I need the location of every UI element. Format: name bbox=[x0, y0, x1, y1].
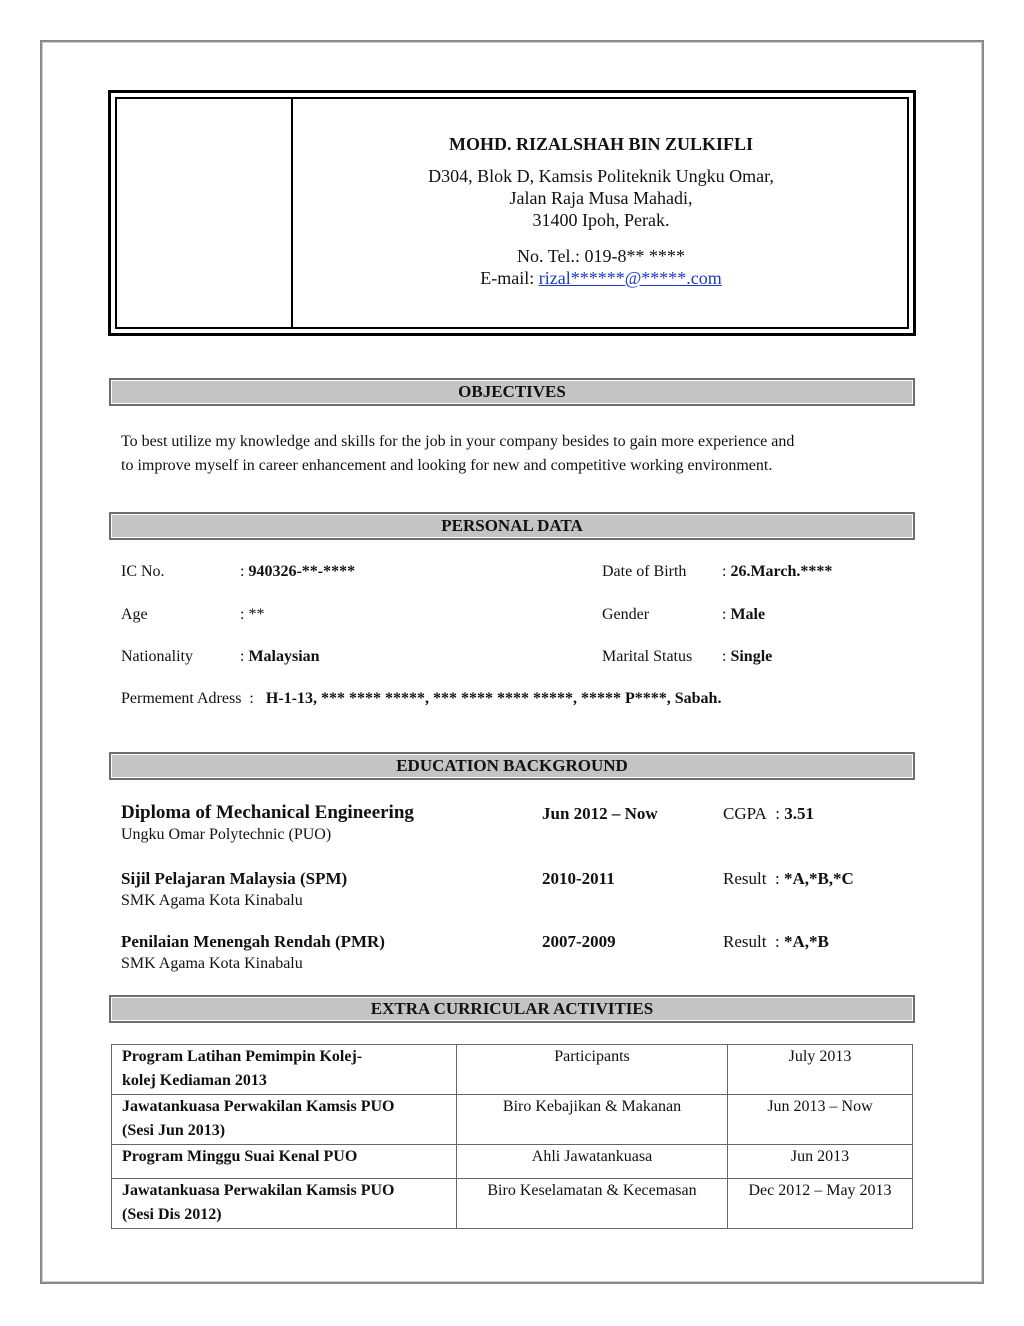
date-cell: Dec 2012 – May 2013 bbox=[728, 1179, 913, 1229]
ic-value: 940326-**-**** bbox=[248, 563, 356, 580]
email-row bbox=[295, 267, 907, 289]
photo-cell bbox=[117, 99, 293, 327]
extra-curricular-table bbox=[111, 1044, 913, 1229]
dob-value: 26.March.**** bbox=[730, 563, 833, 580]
personal-data-heading: PERSONAL DATA bbox=[109, 512, 915, 540]
education-period: Jun 2012 – Now bbox=[542, 804, 658, 823]
activity-line-1: Jawatankuasa Perwakilan Kamsis PUO bbox=[122, 1098, 395, 1115]
activity-cell bbox=[112, 1145, 457, 1179]
email-label: E-mail: bbox=[480, 268, 539, 288]
ic-label: IC No. bbox=[121, 563, 165, 580]
role-cell: Biro Kebajikan & Makanan bbox=[457, 1095, 728, 1145]
age-label: Age bbox=[121, 606, 148, 623]
header-inner-border bbox=[115, 97, 909, 329]
objectives-text bbox=[121, 430, 921, 478]
activity-cell bbox=[112, 1095, 457, 1145]
marital-value: Single bbox=[730, 648, 773, 665]
activity-line-1: Jawatankuasa Perwakilan Kamsis PUO bbox=[122, 1182, 395, 1199]
school: SMK Agama Kota Kinabalu bbox=[121, 892, 303, 909]
gender-label: Gender bbox=[602, 606, 650, 623]
nationality-label: Nationality bbox=[121, 648, 193, 665]
activity-line-1: Program Minggu Suai Kenal PUO bbox=[122, 1148, 358, 1165]
table-row bbox=[112, 1179, 913, 1229]
date-cell: Jun 2013 bbox=[728, 1145, 913, 1179]
marital-label: Marital Status bbox=[602, 648, 693, 665]
role-cell: Biro Keselamatan & Kecemasan bbox=[457, 1179, 728, 1229]
dob-label: Date of Birth bbox=[602, 563, 687, 580]
education-result-row: Result : *A,*B,*C bbox=[723, 869, 854, 888]
dob-value-row: : 26.March.**** bbox=[722, 563, 833, 580]
address-line-1: D304, Blok D, Kamsis Politeknik Ungku Omar, bbox=[428, 166, 774, 186]
applicant-name: MOHD. RIZALSHAH BIN ZULKIFLI bbox=[448, 134, 754, 154]
qualification: Penilaian Menengah Rendah (PMR) bbox=[121, 932, 385, 951]
activity-line-1: Program Latihan Pemimpin Kolej- bbox=[122, 1048, 363, 1065]
date-cell: July 2013 bbox=[728, 1045, 913, 1095]
education-item bbox=[121, 868, 347, 912]
education-item bbox=[121, 931, 385, 975]
permanent-address-row: Permement Adress : H-1-13, *** **** *****, *** **** **** *****, ***** P****, Sabah. bbox=[121, 690, 722, 707]
age-value-row: : ** bbox=[240, 606, 265, 623]
email-link[interactable]: rizal******@*****.com bbox=[538, 268, 722, 288]
result-label: CGPA bbox=[723, 804, 767, 823]
result-label: Result bbox=[723, 869, 767, 888]
education-heading: EDUCATION BACKGROUND bbox=[109, 752, 915, 780]
school: SMK Agama Kota Kinabalu bbox=[121, 955, 303, 972]
result-label: Result bbox=[723, 932, 767, 951]
phone-number: No. Tel.: 019-8** **** bbox=[517, 246, 685, 266]
school: Ungku Omar Polytechnic (PUO) bbox=[121, 826, 332, 843]
objectives-line-2: to improve myself in career enhancement and looking for new and competitive working environment. bbox=[121, 457, 773, 474]
result-value: *A,*B,*C bbox=[783, 869, 854, 888]
activity-line-2: (Sesi Jun 2013) bbox=[122, 1122, 226, 1139]
activity-cell bbox=[112, 1045, 457, 1095]
activity-line-2: kolej Kediaman 2013 bbox=[122, 1072, 267, 1089]
objectives-heading: OBJECTIVES bbox=[109, 378, 915, 406]
date-cell: Jun 2013 – Now bbox=[728, 1095, 913, 1145]
ic-value-row: : 940326-**-**** bbox=[240, 563, 356, 580]
permanent-address-value: H-1-13, *** **** *****, *** **** **** *****, ***** P****, Sabah. bbox=[265, 690, 722, 707]
header-box bbox=[108, 90, 916, 336]
address-block bbox=[295, 165, 907, 231]
extra-curricular-heading: EXTRA CURRICULAR ACTIVITIES bbox=[109, 995, 915, 1023]
education-result-row: CGPA : 3.51 bbox=[723, 804, 815, 823]
gender-value-row: : Male bbox=[722, 606, 766, 623]
address-line-2: Jalan Raja Musa Mahadi, bbox=[509, 188, 693, 208]
result-value: *A,*B bbox=[783, 932, 829, 951]
marital-value-row: : Single bbox=[722, 648, 773, 665]
education-period: 2007-2009 bbox=[542, 932, 616, 951]
qualification: Sijil Pelajaran Malaysia (SPM) bbox=[121, 869, 348, 888]
objectives-line-1: To best utilize my knowledge and skills for the job in your company besides to gain more experience and bbox=[121, 433, 795, 450]
table-row bbox=[112, 1145, 913, 1179]
role-cell: Participants bbox=[457, 1045, 728, 1095]
education-item bbox=[121, 802, 414, 846]
nationality-value: Malaysian bbox=[248, 648, 320, 665]
table-row bbox=[112, 1095, 913, 1145]
address-line-3: 31400 Ipoh, Perak. bbox=[532, 210, 670, 230]
gender-value: Male bbox=[730, 606, 766, 623]
education-result-row: Result : *A,*B bbox=[723, 932, 829, 951]
qualification: Diploma of Mechanical Engineering bbox=[121, 802, 414, 823]
nationality-value-row: : Malaysian bbox=[240, 648, 320, 665]
role-cell: Ahli Jawatankuasa bbox=[457, 1145, 728, 1179]
table-row bbox=[112, 1045, 913, 1095]
education-period: 2010-2011 bbox=[542, 869, 615, 888]
result-value: 3.51 bbox=[784, 804, 815, 823]
activity-line-2: (Sesi Dis 2012) bbox=[122, 1206, 222, 1223]
permanent-address-label: Permement Adress bbox=[121, 690, 242, 707]
contact-block bbox=[295, 99, 907, 327]
activity-cell bbox=[112, 1179, 457, 1229]
age-value: ** bbox=[248, 606, 265, 623]
